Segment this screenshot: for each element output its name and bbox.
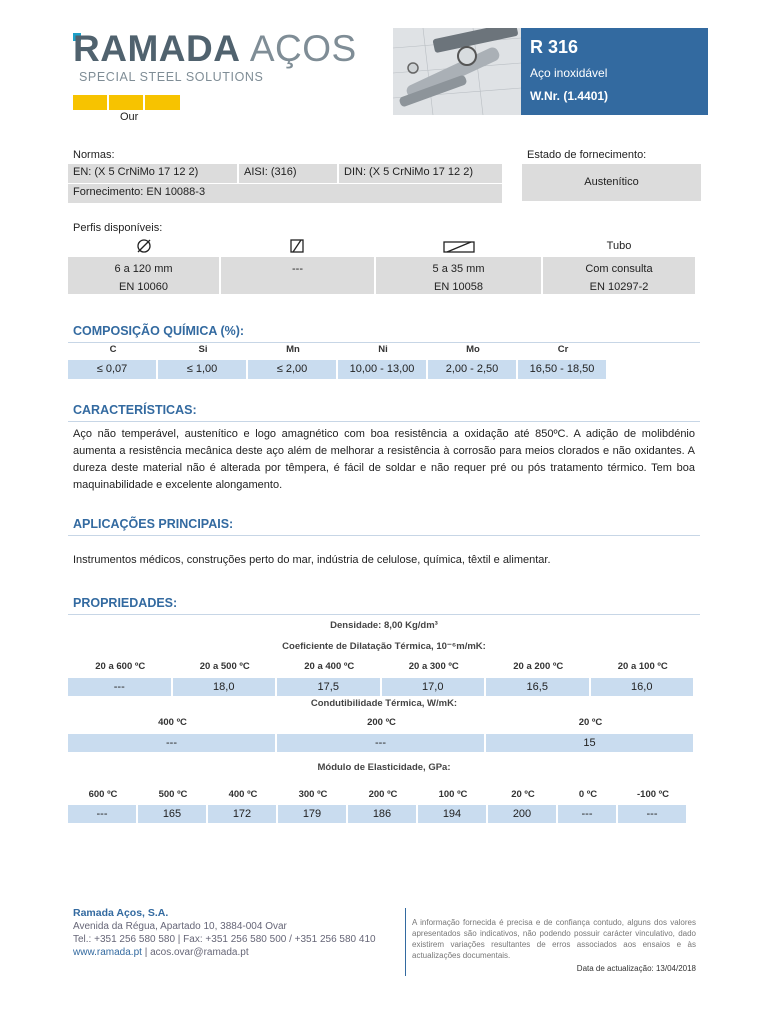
aplicacoes-divider [68,535,700,536]
estado-label: Estado de fornecimento: [527,149,647,161]
logo-main: RAMADA [73,28,240,69]
mod-value: 179 [278,805,348,823]
dil-value: 16,0 [591,678,696,696]
footer-company: Ramada Aços, S.A. [73,907,169,919]
perfil-redondo-norm: EN 10060 [119,281,168,293]
product-wnr: W.Nr. (1.4401) [530,89,609,103]
elem-c: C [109,344,117,355]
dil-value: 16,5 [486,678,591,696]
mod-head: 400 ºC [228,789,258,800]
dil-head: 20 a 400 ºC [304,661,355,672]
dil-head: 20 a 600 ºC [95,661,146,672]
aplicacoes-text: Instrumentos médicos, construções perto do mar, indústria de celulose, química, têxtil e alimentar. [73,554,551,566]
cond-value: --- [277,734,486,752]
mod-head: 500 ºC [158,789,188,800]
composicao-divider [68,342,700,343]
mod-value: --- [558,805,618,823]
dil-value: 18,0 [173,678,278,696]
footer-phones: Tel.: +351 256 580 580 | Fax: +351 256 580 500 / +351 256 580 410 [73,934,376,945]
perfil-chato-value: 5 a 35 mm [432,263,485,275]
mod-head: -100 ºC [637,789,669,800]
product-type: Aço inoxidável [530,66,608,80]
dilatacao-values [68,678,695,696]
cond-head: 200 ºC [367,717,396,728]
product-code: R 316 [530,37,579,57]
mod-head: 600 ºC [88,789,118,800]
propriedades-divider [68,614,700,615]
mod-value: --- [618,805,688,823]
elem-ni: Ni [378,344,388,355]
footer-disclaimer: A informação fornecida é precisa e de confiança contudo, alguns dos valores apresentados são indicativos, não podendo possuir carácter vinculativo, dado existirem variações resultantes de erros associados aos ensaios e às actualizações documentais. [412,918,696,960]
condut-values [68,734,695,752]
company-logo [73,30,357,67]
perfil-redondo [68,257,219,294]
modulo-heads [68,789,688,800]
mod-head: 200 ºC [368,789,398,800]
caracteristicas-text: Aço não temperável, austenítico e logo amagnético com boa resistência a oxidação até 850ºC. A adição de molibdénio aumenta a resistência mecânica deste aço além de melhorar a resistência à corrosão para meios clorados e não oxidantes. A dureza deste material não é alterada por têmpera, é fácil de soldar e não requer pré ou pós tratamento térmico. Tem boa maquinabilidade e excelente alongamento. [73,428,695,491]
perfil-quadrado [221,257,374,294]
perfil-tubo [543,257,695,294]
dil-value: 17,0 [382,678,487,696]
dil-head: 20 a 500 ºC [199,661,250,672]
norma-en: EN: (X 5 CrNiMo 17 12 2) [68,164,237,183]
mod-head: 20 ºC [511,789,535,800]
caracteristicas-title: CARACTERÍSTICAS: [73,403,197,417]
footer-website-link[interactable]: www.ramada.pt [73,947,142,958]
perfis-label: Perfis disponíveis: [73,222,163,234]
composicao-values [68,360,608,379]
mod-value: 186 [348,805,418,823]
dil-value: 17,5 [277,678,382,696]
val-cr: 16,50 - 18,50 [518,360,608,379]
steel-tools-photo [393,28,521,115]
modulo-title: Módulo de Elasticidade, GPa: [317,762,451,773]
normas-label: Normas: [73,149,115,161]
footer-date: Data de actualização: 13/04/2018 [576,964,696,973]
cond-value: 15 [486,734,695,752]
product-header-box [521,28,708,115]
mod-head: 100 ºC [438,789,468,800]
elem-cr: Cr [557,344,569,355]
perfil-tubo-head: Tubo [606,240,632,252]
dil-head: 20 a 100 ºC [617,661,668,672]
propriedades-title: PROPRIEDADES: [73,596,178,610]
perfil-tubo-value: Com consulta [585,263,653,275]
composicao-heads [68,344,608,355]
perfil-quadrado-value: --- [292,263,303,275]
cond-head: 400 ºC [158,717,187,728]
logo-sub: AÇOS [249,28,357,69]
elem-mo: Mo [466,344,480,355]
norma-din: DIN: (X 5 CrNiMo 17 12 2) [339,164,502,183]
dil-value: --- [68,678,173,696]
densidade: Densidade: 8,00 Kg/dm³ [330,620,438,631]
mod-head: 0 ºC [578,789,598,800]
val-si: ≤ 1,00 [158,360,248,379]
cond-value: --- [68,734,277,752]
caracteristicas-divider [68,421,700,422]
cond-head: 20 ºC [578,717,603,728]
yellow-bar-3 [145,95,180,110]
square-bar-icon [290,239,305,259]
our-label: Our [120,111,139,123]
perfil-redondo-value: 6 a 120 mm [114,263,173,275]
mod-value: 194 [418,805,488,823]
mod-value: 200 [488,805,558,823]
footer-email[interactable]: | acos.ovar@ramada.pt [141,947,249,958]
condut-title: Condutibilidade Térmica, W/mK: [310,698,458,709]
elem-si: Si [198,344,208,355]
val-mn: ≤ 2,00 [248,360,338,379]
val-mo: 2,00 - 2,50 [428,360,518,379]
condut-heads [68,717,695,728]
mod-value: --- [68,805,138,823]
val-ni: 10,00 - 13,00 [338,360,428,379]
norma-aisi: AISI: (316) [239,164,337,183]
estado-value: Austenítico [522,164,701,201]
footer-divider [405,908,406,976]
mod-value: 172 [208,805,278,823]
yellow-bar-2 [109,95,143,110]
dilatacao-title: Coeficiente de Dilatação Térmica, 10⁻⁶m/mK: [282,641,486,652]
val-c: ≤ 0,07 [68,360,158,379]
mod-value: 165 [138,805,208,823]
dil-head: 20 a 300 ºC [408,661,459,672]
composicao-title: COMPOSIÇÃO QUÍMICA (%): [73,324,245,338]
mod-head: 300 ºC [298,789,328,800]
footer-address: Avenida da Régua, Apartado 10, 3884-004 Ovar [73,921,287,932]
perfil-chato-norm: EN 10058 [434,281,483,293]
modulo-values [68,805,688,823]
yellow-bar-1 [73,95,107,110]
tagline: SPECIAL STEEL SOLUTIONS [79,70,264,84]
perfil-tubo-norm: EN 10297-2 [589,281,649,293]
diameter-icon [136,238,152,259]
norma-fornecimento: Fornecimento: EN 10088-3 [68,184,502,203]
dil-head: 20 a 200 ºC [513,661,564,672]
perfil-chato [376,257,541,294]
elem-mn: Mn [286,344,300,355]
dilatacao-heads [68,661,695,672]
aplicacoes-title: APLICAÇÕES PRINCIPAIS: [73,517,234,531]
